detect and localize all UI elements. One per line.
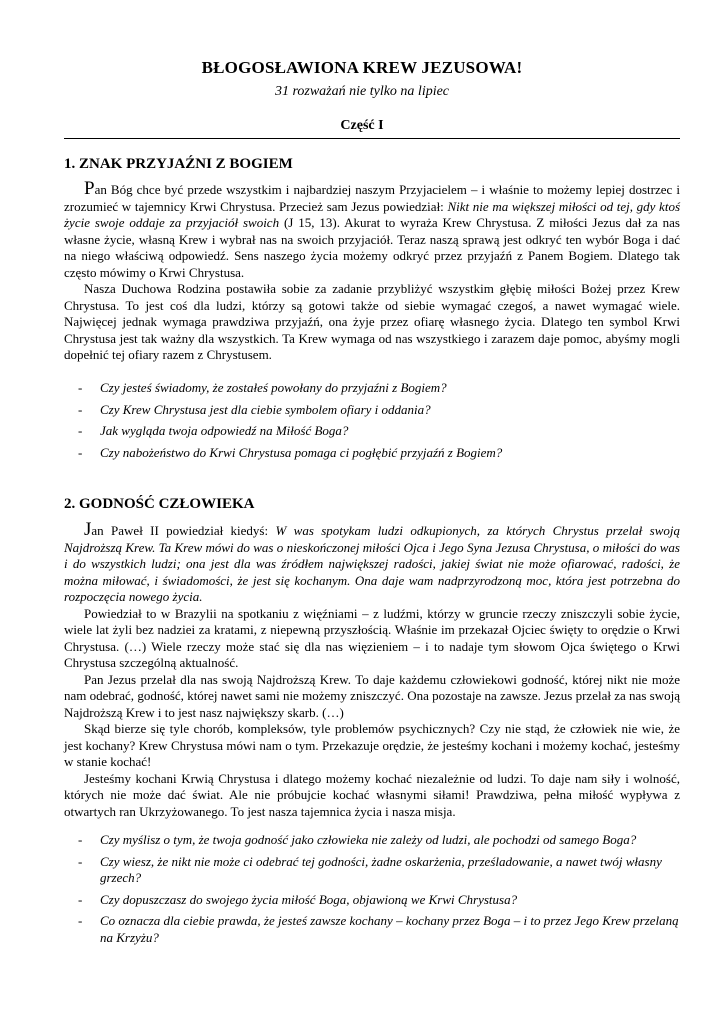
- scripture-quote: Nikt nie ma większej miłości od tej, gdy ktoś życie swoje oddaje za przyjaciół swoich: [64, 198, 680, 230]
- section-2-body: [64, 519, 680, 820]
- section-1-body: [64, 178, 680, 364]
- document-title: BŁOGOSŁAWIONA KREW JEZUSOWA!: [201, 58, 523, 77]
- header-divider: [64, 138, 680, 139]
- section-2-questions: [64, 832, 680, 951]
- section-2-heading: 2. GODNOŚĆ CZŁOWIEKA: [64, 496, 255, 512]
- drop-cap: J: [84, 519, 92, 540]
- section-1-paragraph-2: Nasza Duchowa Rodzina postawiła sobie za zadanie przybliżyć wszystkim głębię miłości Bożej przez Krew Chrystusa. To jest coś dla ludzi, którzy są gotowi także od siebie wymagać czegoś, a nawet wymagać wiele. Najwięcej jednak wymaga prawdziwa przyjaźń, ona żyje przez ofiarę własnego życia. Dlatego ten symbol Krwi Chrystusa jest tak ważny dla wszystkich. Ta Krew wymaga od nas wszystkiego i zarazem daje pomoc, abyśmy mogli dopełnić tej ofiary razem z Chrystusem.: [64, 281, 680, 362]
- document-subtitle: 31 rozważań nie tylko na lipiec: [274, 84, 450, 99]
- section-2-paragraph-1: Jan Paweł II powiedział kiedyś: W was spotykam ludzi odkupionych, za których Chrystus przelał swoją Najdroższą Krew. Ta Krew mówi do was o nieskończonej miłości Ojca i Jego Syna Jezusa Chrystusa, o miłości do was i do wszystkich ludzi; ona jest dla was źródłem największej radości, jakiej świat nie może ofiarować, radości, że można miłować, i świadomości, że jest się kochanym. Ona daje wam nadprzyrodzoną moc, która jest potrzebna do rozpoczęcia nowego życia.: [64, 519, 680, 604]
- section-2-paragraph-4: Skąd bierze się tyle chorób, kompleksów, tyle problemów psychicznych? Czy nie stąd, że człowiek nie wie, że jest kochany? Krew Chrystusa mówi nam o tym. Przekazuje orędzie, że jesteśmy kochani i możemy kochać, jesteśmy w stanie kochać!: [64, 721, 680, 769]
- question-item: - Jak wygląda twoja odpowiedź na Miłość Boga?: [64, 423, 680, 440]
- question-item: - Czy dopuszczasz do swojego życia miłość Boga, objawioną we Krwi Chrystusa?: [64, 892, 680, 909]
- section-1-questions: [64, 380, 680, 466]
- question-item: - Czy Krew Chrystusa jest dla ciebie symbolem ofiary i oddania?: [64, 402, 680, 419]
- section-1-paragraph-1: Pan Bóg chce być przede wszystkim i najbardziej naszym Przyjacielem – i właśnie to możemy lepiej dostrzec i zrozumieć w tajemnicy Krwi Chrystusa. Przecież sam Jezus powiedział: Nikt nie ma większej miłości od tej, gdy ktoś życie swoje oddaje za przyjaciół swoich (J 15, 13). Akurat to wyraża Krew Chrystusa. Z miłości Jezus dał za nas własne życie, własną Krew i wybrał nas na swoich przyjaciół. Teraz naszą sprawą jest odkryć ten wybór Boga i dać na niego właściwą odpowiedź. Sens naszego życia możemy odkryć przez przyjaźń z Panem Bogiem. Dlatego tak często mówimy o Krwi Chrystusa.: [64, 178, 680, 280]
- question-item: - Czy myślisz o tym, że twoja godność jako człowieka nie zależy od ludzi, ale pochodzi od samego Boga?: [64, 832, 680, 849]
- papal-quote: W was spotykam ludzi odkupionych, za których Chrystus przelał swoją Najdroższą Krew. Ta Krew mówi do was o nieskończonej miłości Ojca i Jego Syna Jezusa Chrystusa, o miłości do was i do wszystkich ludzi; ona jest dla was źródłem największej radości, jakiej świat nie może ofiarować, radości, że można miłować, i świadomości, że jest się kochanym. Ona daje wam nadprzyrodzoną moc, która jest potrzebna do rozpoczęcia nowego życia.: [64, 523, 680, 604]
- section-1-heading: 1. ZNAK PRZYJAŹNI Z BOGIEM: [64, 156, 293, 172]
- part-label: Część I: [340, 118, 384, 133]
- section-2-paragraph-2: Powiedział to w Brazylii na spotkaniu z więźniami – z ludźmi, którzy w gruncie rzeczy zniszczyli sobie życie, wiele lat żyli bez nadziei za kratami, z niepewną przyszłością. Właśnie im przekazał Ojciec święty to orędzie o Krwi Chrystusa. (…) Wiele rzeczy może stać się dla nas więzieniem – i to nadaje tym słowom Ojca świętego o Krwi Chrystusa szczególną aktualność.: [64, 605, 680, 670]
- section-2-paragraph-5: Jesteśmy kochani Krwią Chrystusa i dlatego możemy kochać niezależnie od ludzi. To daje nam siły i wolność, których nie może dać świat. Ale nie próbujcie kochać własnymi siłami! Prawdziwa, pełna miłość wypływa z otwartych ran Ukrzyżowanego. To jest nasza tajemnica życia i nasza misja.: [64, 770, 680, 819]
- question-item: - Co oznacza dla ciebie prawda, że jesteś zawsze kochany – kochany przez Boga – i to przez Jego Krew przelaną na Krzyżu?: [64, 913, 680, 946]
- drop-cap: P: [84, 178, 95, 199]
- section-2-paragraph-3: Pan Jezus przelał dla nas swoją Najdroższą Krew. To daje każdemu człowiekowi godność, której nikt nie może nam odebrać, godność, której nawet sami nie możemy zniszczyć. Ona pozostaje na zawsze. Jezus przelał za nas swoją Najdroższą Krew i to jest nasz największy skarb. (…): [64, 671, 680, 720]
- question-item: - Czy jesteś świadomy, że zostałeś powołany do przyjaźni z Bogiem?: [64, 380, 680, 397]
- question-item: - Czy nabożeństwo do Krwi Chrystusa pomaga ci pogłębić przyjaźń z Bogiem?: [64, 445, 680, 462]
- question-item: - Czy wiesz, że nikt nie może ci odebrać tej godności, żadne oskarżenia, prześladowanie, a nawet twój własny grzech?: [64, 854, 680, 887]
